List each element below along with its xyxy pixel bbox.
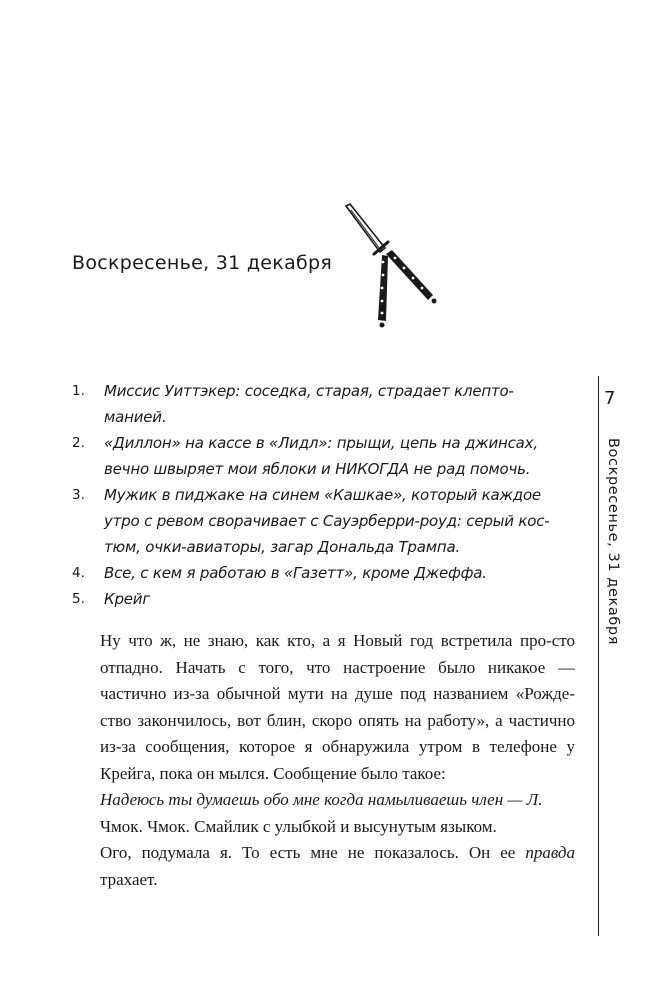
emphasis: правда bbox=[525, 843, 575, 862]
list-item bbox=[72, 378, 582, 430]
list-item bbox=[72, 430, 582, 482]
chapter-title: Воскресенье, 31 декабря bbox=[72, 252, 333, 274]
list-item-line: манией. bbox=[104, 408, 167, 426]
paragraph: Ну что ж, не знаю, как кто, а я Новый год встретила про-сто отпадно. Начать с того, что настроение было никакое — частично из-за обычной мути на душе под названием «Рожде-ство закончилось, вот блин, скоро опять на работу», а частично из-за сообщения, которое я обнаружила утром в телефоне у Крейга, пока он мылся. Сообщение было такое: bbox=[100, 631, 575, 783]
list-item-line: Миссис Уиттэкер: соседка, старая, страдает клепто- bbox=[104, 382, 514, 400]
quoted-message: Надеюсь ты думаешь обо мне когда намыливаешь член — Л. bbox=[100, 790, 543, 809]
numbered-list bbox=[72, 378, 582, 612]
paragraph: Чмок. Чмок. Смайлик с улыбкой и высунутым языком. bbox=[100, 816, 497, 836]
list-item bbox=[72, 586, 582, 612]
list-item-line: вечно швыряет мои яблоки и НИКОГДА не рад помочь. bbox=[104, 460, 531, 478]
paragraph bbox=[100, 840, 575, 893]
page-number: 7 bbox=[604, 388, 616, 409]
paragraph-text: Ого, подумала я. То есть мне не показалось. Он ее bbox=[100, 843, 526, 862]
list-item-number: 1. bbox=[72, 383, 85, 399]
list-item bbox=[72, 560, 582, 586]
butterfly-knife-icon bbox=[338, 200, 438, 335]
list-item-number: 2. bbox=[72, 435, 85, 451]
list-item-line: Все, с кем я работаю в «Газетт», кроме Джеффа. bbox=[104, 564, 487, 582]
paragraph-text: трахает. bbox=[100, 869, 158, 889]
list-item-number: 3. bbox=[72, 487, 85, 503]
body-text bbox=[100, 628, 575, 893]
list-item-line: «Диллон» на кассе в «Лидл»: прыщи, цепь на джинсах, bbox=[104, 434, 538, 452]
sidebar-rule bbox=[598, 376, 599, 936]
list-item-line: Мужик в пиджаке на синем «Кашкае», который каждое bbox=[104, 486, 541, 504]
running-head: Воскресенье, 31 декабря bbox=[605, 438, 621, 646]
list-item-line: тюм, очки-авиаторы, загар Дональда Трампа. bbox=[104, 538, 461, 556]
list-item-line: Крейг bbox=[104, 590, 151, 608]
list-item bbox=[72, 482, 582, 560]
list-item-number: 5. bbox=[72, 591, 85, 607]
list-item-line: утро с ревом сворачивает с Сауэрберри-роуд: серый кос- bbox=[104, 512, 550, 530]
list-item-number: 4. bbox=[72, 565, 85, 581]
